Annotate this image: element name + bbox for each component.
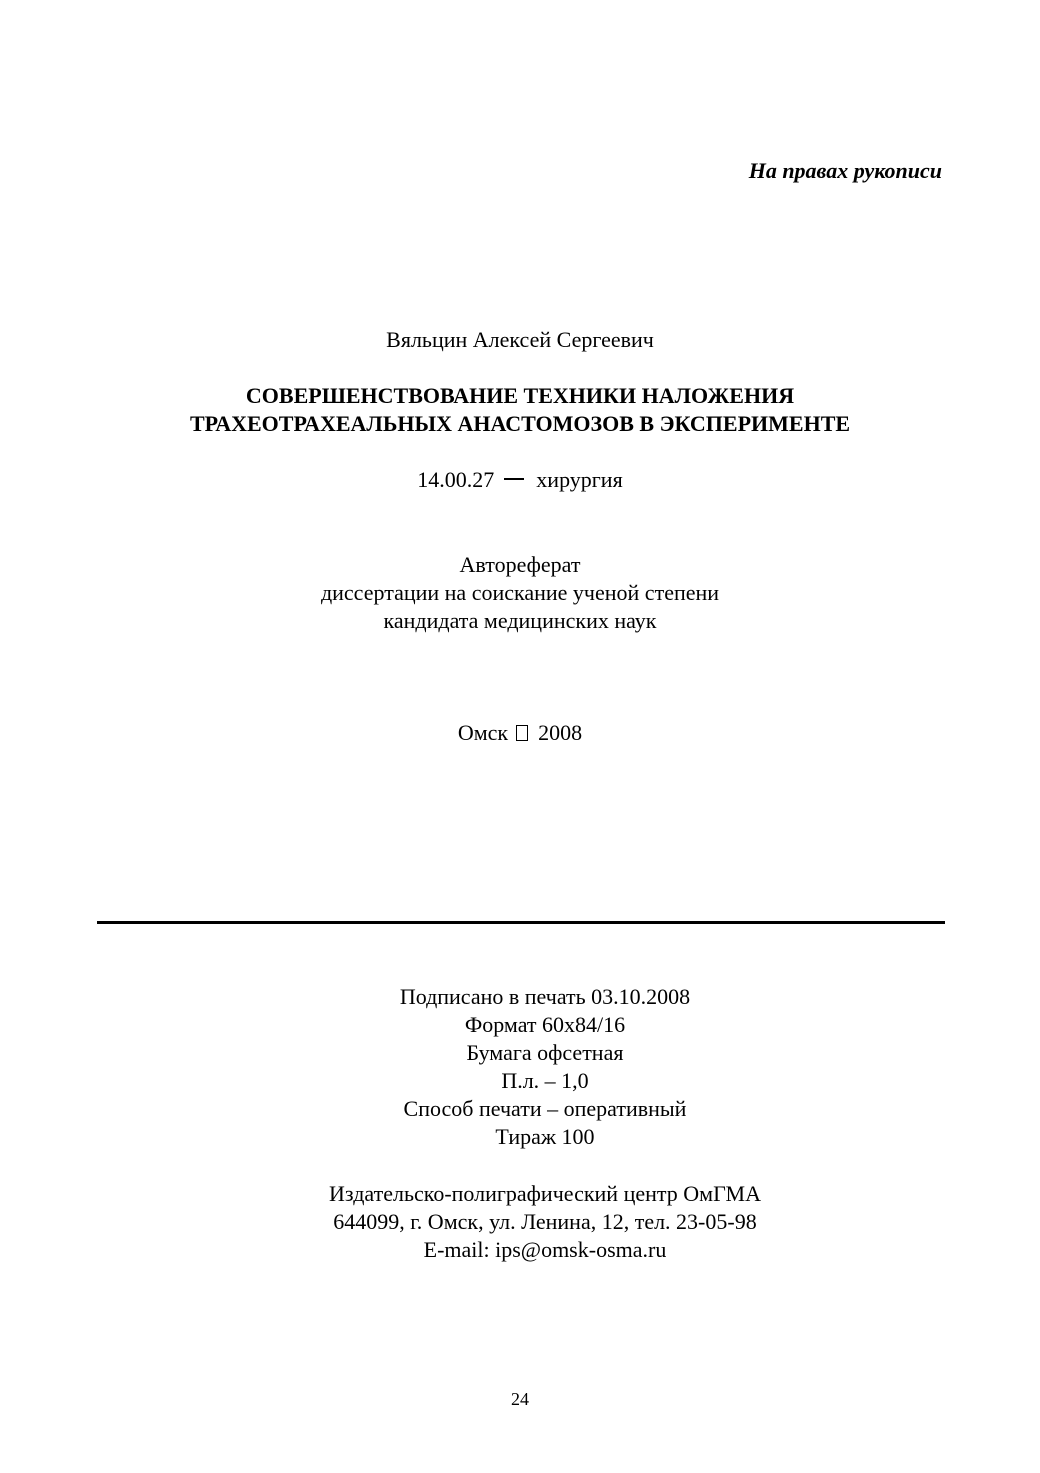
publisher-block <box>250 1180 840 1264</box>
specialty-line <box>0 466 1040 494</box>
imprint-signed: Подписано в печать 03.10.2008 <box>399 984 691 1009</box>
page-number: 24 <box>511 1389 529 1409</box>
abstract-line-1: Автореферат <box>459 552 581 577</box>
imprint-block <box>250 983 840 1151</box>
title-line-1: СОВЕРШЕНСТВОВАНИЕ ТЕХНИКИ НАЛОЖЕНИЯ <box>245 383 795 408</box>
abstract-line-3: кандидата медицинских наук <box>383 608 657 633</box>
imprint-paper: Бумага офсетная <box>466 1040 624 1065</box>
year: 2008 <box>538 720 583 745</box>
imprint-sheets: П.л. – 1,0 <box>501 1068 589 1093</box>
dash-icon <box>504 478 524 480</box>
author-name: Вяльцин Алексей Сергеевич <box>386 327 654 352</box>
imprint-circulation: Тираж 100 <box>495 1124 595 1149</box>
publisher-name: Издательско-полиграфический центр ОмГМА <box>329 1181 761 1206</box>
divider <box>97 921 945 924</box>
manuscript-note: На правах рукописи <box>748 158 942 183</box>
publisher-address: 644099, г. Омск, ул. Ленина, 12, тел. 23-05-98 <box>333 1209 757 1234</box>
title-line-2: ТРАХЕОТРАХЕАЛЬНЫХ АНАСТОМОЗОВ В ЭКСПЕРИМЕНТЕ <box>189 411 851 436</box>
abstract-line-2: диссертации на соискание ученой степени <box>320 580 720 605</box>
imprint-print-method: Способ печати – оперативный <box>403 1096 687 1121</box>
place-year <box>0 719 1040 747</box>
specialty-name: хирургия <box>536 467 623 492</box>
publisher-email: E-mail: ips@omsk-osma.ru <box>423 1237 667 1262</box>
missing-glyph-icon <box>516 725 528 741</box>
imprint-format: Формат 60х84/16 <box>464 1012 626 1037</box>
city: Омск <box>457 720 509 745</box>
specialty-code: 14.00.27 <box>417 467 495 492</box>
